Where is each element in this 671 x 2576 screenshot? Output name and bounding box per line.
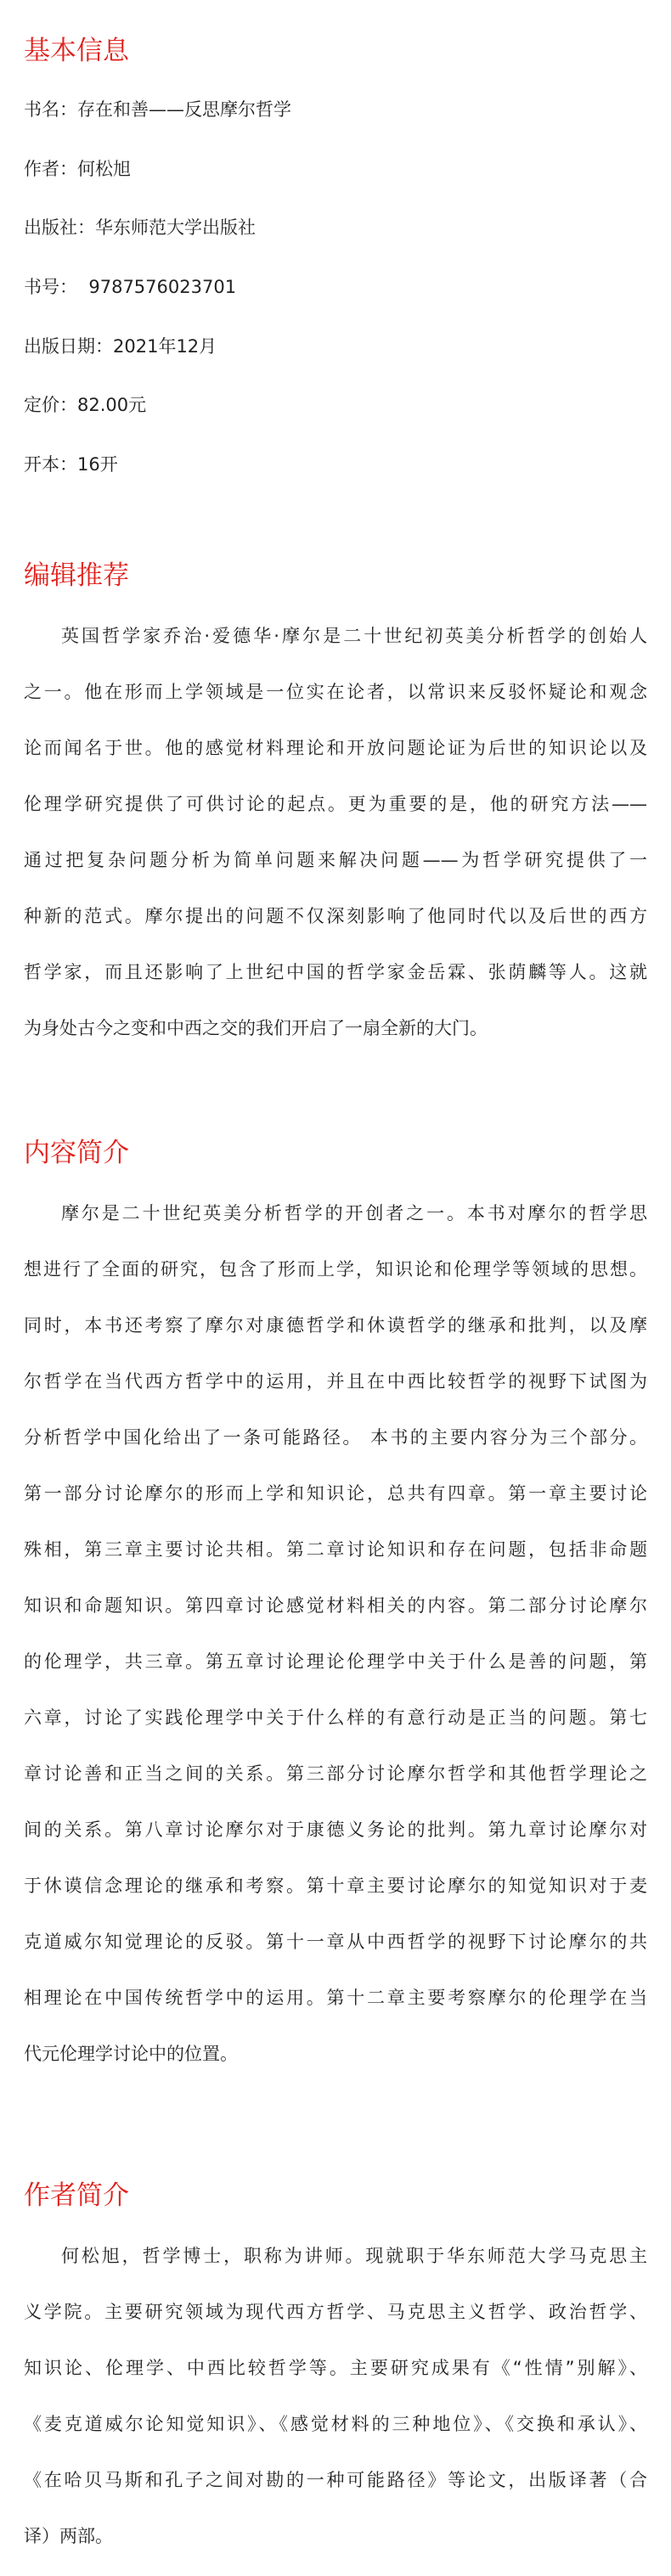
basic-info-section bbox=[24, 32, 647, 508]
text-line: 种新的范式。摩尔提出的问题不仅深刻影响了他同时代以及后世的西方 bbox=[24, 906, 647, 926]
info-row-price bbox=[24, 392, 146, 418]
info-label: 开本： bbox=[24, 454, 77, 475]
text-line: 英国哲学家乔治·爱德华·摩尔是二十世纪初英美分析哲学的创始人 bbox=[61, 626, 647, 646]
text-line: 六章，讨论了实践伦理学中关于什么样的有意行动是正当的问题。第七 bbox=[24, 1707, 647, 1728]
author-intro-section bbox=[24, 2177, 647, 2576]
info-value: 存在和善——反思摩尔哲学 bbox=[77, 99, 291, 120]
info-label: 出版社： bbox=[24, 217, 95, 238]
info-value: 华东师范大学出版社 bbox=[95, 217, 256, 238]
author-intro-heading: 作者简介 bbox=[24, 2180, 129, 2211]
content-summary-text bbox=[24, 1185, 647, 2082]
text-line: 论而闻名于世。他的感觉材料理论和开放问题论证为后世的知识论以及 bbox=[24, 738, 647, 758]
text-line: 通过把复杂问题分析为简单问题来解决问题——为哲学研究提供了一 bbox=[24, 850, 647, 870]
editor-recommend-section bbox=[24, 557, 647, 1083]
author-intro-text bbox=[24, 2228, 647, 2564]
info-row-format bbox=[24, 452, 118, 477]
info-value: 82.00元 bbox=[77, 395, 147, 415]
text-line: 义学院。主要研究领域为现代西方哲学、马克思主义哲学、政治哲学、 bbox=[24, 2302, 647, 2322]
text-line: 第一部分讨论摩尔的形而上学和知识论，总共有四章。第一章主要讨论 bbox=[24, 1483, 647, 1504]
text-line: 何松旭，哲学博士，职称为讲师。现就职于华东师范大学马克思主 bbox=[61, 2246, 647, 2266]
text-line: 为身处古今之变和中西之交的我们开启了一扇全新的大门。 bbox=[24, 1018, 488, 1038]
text-line: 尔哲学在当代西方哲学中的运用，并且在中西比较哲学的视野下试图为 bbox=[24, 1371, 647, 1392]
info-row-author bbox=[24, 156, 131, 182]
text-line: 殊相，第三章主要讨论共相。第二章讨论知识和存在问题，包括非命题 bbox=[24, 1539, 647, 1560]
text-line: 分析哲学中国化给出了一条可能路径。 本书的主要内容分为三个部分。 bbox=[24, 1427, 647, 1448]
text-line: 知识和命题知识。第四章讨论感觉材料相关的内容。第二部分讨论摩尔 bbox=[24, 1595, 647, 1616]
text-line: 想进行了全面的研究，包含了形而上学，知识论和伦理学等领域的思想。 bbox=[24, 1259, 647, 1280]
text-line: 哲学家，而且还影响了上世纪中国的哲学家金岳霖、张荫麟等人。这就 bbox=[24, 962, 647, 982]
info-value: 16开 bbox=[77, 454, 118, 475]
text-line: 之一。他在形而上学领域是一位实在论者，以常识来反驳怀疑论和观念 bbox=[24, 682, 647, 702]
text-line: 《在哈贝马斯和孔子之间对勘的一种可能路径》等论文，出版译著（合 bbox=[24, 2470, 647, 2490]
content-summary-section bbox=[24, 1134, 647, 2136]
info-row-publisher bbox=[24, 215, 256, 240]
text-line: 同时，本书还考察了摩尔对康德哲学和休谟哲学的继承和批判，以及摩 bbox=[24, 1315, 647, 1336]
text-line: 间的关系。第八章讨论摩尔对于康德义务论的批判。第九章讨论摩尔对 bbox=[24, 1820, 647, 1840]
info-row-title bbox=[24, 97, 291, 122]
info-value: 2021年12月 bbox=[113, 336, 217, 357]
text-line: 《麦克道威尔论知觉知识》、《感觉材料的三种地位》、《交换和承认》、 bbox=[24, 2414, 647, 2434]
text-line: 克道威尔知觉理论的反驳。第十一章从中西哲学的视野下讨论摩尔的共 bbox=[24, 1932, 647, 1952]
content-summary-heading: 内容简介 bbox=[24, 1138, 129, 1168]
text-line: 摩尔是二十世纪英美分析哲学的开创者之一。本书对摩尔的哲学思 bbox=[61, 1203, 647, 1223]
text-line: 的伦理学，共三章。第五章讨论理论伦理学中关于什么是善的问题，第 bbox=[24, 1651, 647, 1672]
text-line: 于休谟信念理论的继承和考察。第十章主要讨论摩尔的知觉知识对于麦 bbox=[24, 1876, 647, 1896]
text-line: 章讨论善和正当之间的关系。第三部分讨论摩尔哲学和其他哲学理论之 bbox=[24, 1763, 647, 1784]
text-line: 代元伦理学讨论中的位置。 bbox=[24, 2044, 238, 2064]
info-label: 书名： bbox=[24, 99, 77, 120]
info-row-pub-date bbox=[24, 334, 217, 359]
basic-info-heading: 基本信息 bbox=[24, 36, 129, 66]
info-label: 作者： bbox=[24, 159, 77, 179]
editor-recommend-heading: 编辑推荐 bbox=[24, 560, 129, 591]
info-value: 9787576023701 bbox=[88, 277, 237, 297]
text-line: 知识论、伦理学、中西比较哲学等。主要研究成果有《“性情”别解》、 bbox=[24, 2358, 647, 2378]
editor-recommend-text bbox=[24, 608, 647, 1056]
text-line: 伦理学研究提供了可供讨论的起点。更为重要的是，他的研究方法—— bbox=[24, 794, 647, 814]
info-label: 定价： bbox=[24, 395, 77, 415]
text-line: 相理论在中国传统哲学中的运用。第十二章主要考察摩尔的伦理学在当 bbox=[24, 1988, 647, 2008]
text-line: 译）两部。 bbox=[24, 2526, 113, 2546]
info-label: 出版日期： bbox=[24, 336, 113, 357]
info-label: 书号： bbox=[24, 277, 89, 297]
info-value: 何松旭 bbox=[77, 159, 131, 179]
info-row-isbn bbox=[24, 274, 236, 300]
